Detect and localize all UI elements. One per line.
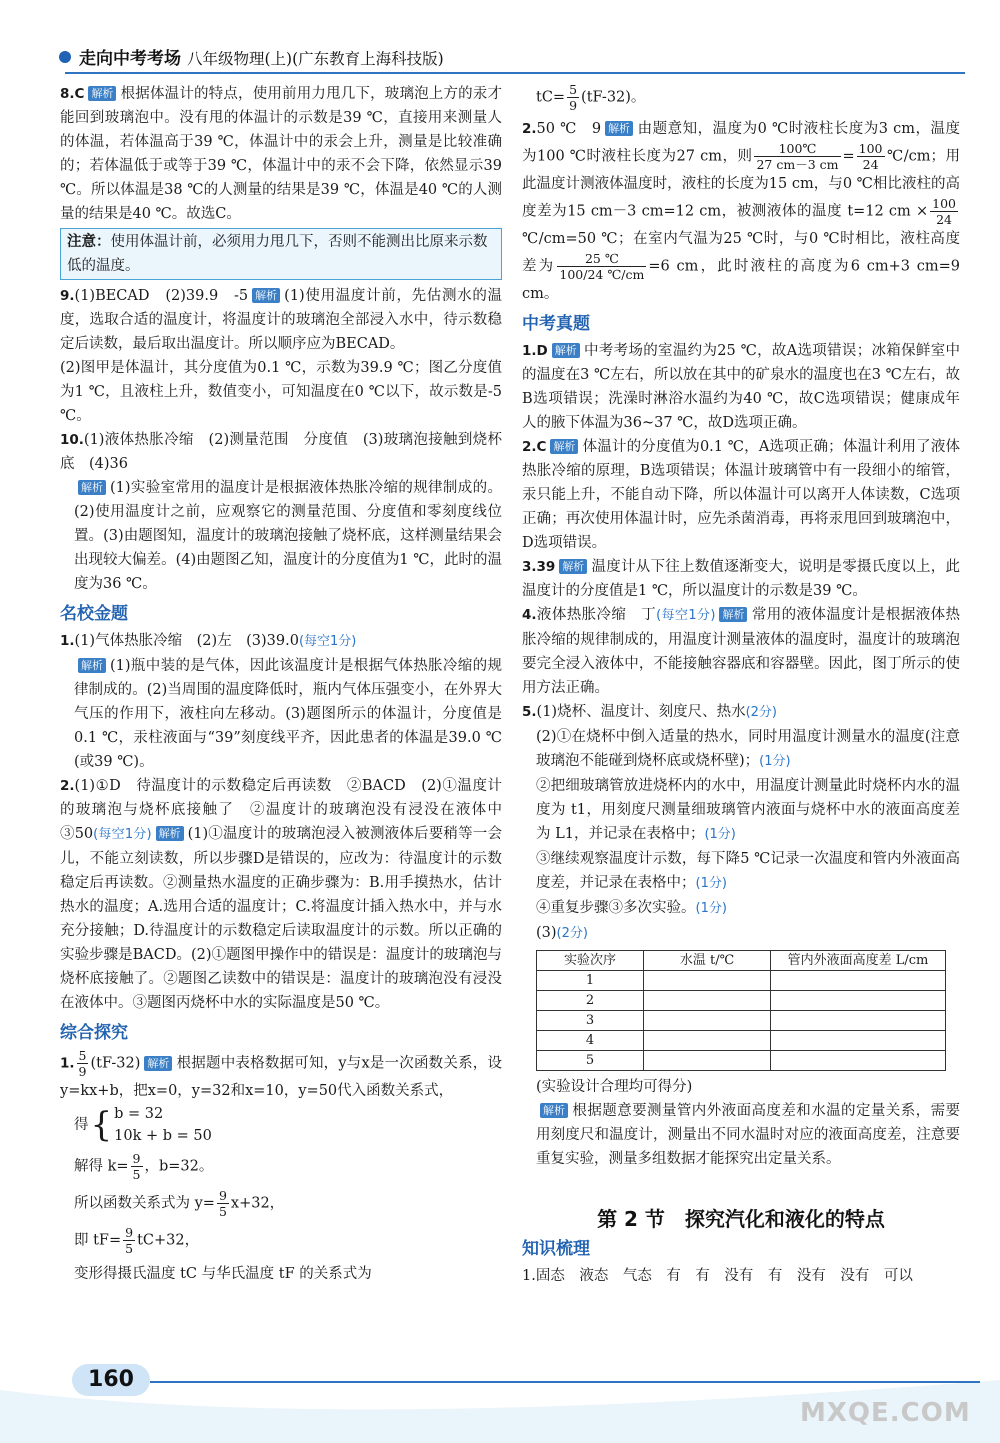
table-row [537,1011,946,1031]
answer-9 [60,284,502,356]
table-header-row [537,951,946,971]
table-cell [644,991,771,1011]
zk-5-step-b [522,774,960,847]
header-title [79,44,444,69]
analysis-tag: 解析 [719,607,747,622]
numerator: 100℃ [754,141,840,157]
answer-text: (1)①温度计的玻璃泡浸入被测液体后要稍等一会儿，不能立刻读数，所以步骤D是错误的，应改为：待温度计的示数稳定后再读数。②测量热水温度的正确步骤为：B.用手摸热水，估计热水的温度；A.选用合适的温度计；C.将温度计插入热水中，并与水充分接触；D.待温度计的示数稳定后读取温度计的示数。所以正确的实验步骤是BACD。(2)①题图甲操作中的错误是：温度计的玻璃泡与烧杯底接触了。②题图乙读数中的错误是：温度计的玻璃泡没有浸没在液体中。③题图丙烧杯中水的实际温度是50 ℃。 [60,826,503,1011]
text: x+32， [230,1195,285,1212]
table-header: 水温 t/℃ [644,951,771,971]
table-cell [771,971,946,991]
header-title-main: 走向中考考场 [79,49,181,69]
chapter-title: 第 2 节 探究汽化和液化的特点 [597,1207,885,1231]
answer-key: 液体热胀冷缩 丁 [536,607,657,623]
answer-number: 2. [522,121,537,137]
points: (1分) [695,876,727,891]
mx-analysis-1 [60,654,502,774]
answer-text: 由题意知，温度为0 ℃时液柱长度为3 cm，温度为100 ℃时液柱长度为27 cm，则 [522,121,960,165]
denominator: 5 [132,1167,141,1182]
zk-5-part3 [522,921,960,946]
answer-key: (tF-32) [90,1055,141,1072]
numerator: 5 [569,82,578,97]
answer-number: 1. [60,633,75,649]
ji-line [60,1225,502,1256]
page-header [45,40,965,76]
answer-text: (1)瓶中装的是气体，因此该温度计是根据气体热胀冷缩的规律制成的。(2)当周围的温度降低时，瓶内气体压强变小，在外界大气压的作用下，液柱向左移动。(3)题图所示的体温计，分度值是0.1 ℃，汞柱液面与“39”刻度线平齐，因此患者的体温是39.0 ℃(或39 ℃)。 [74,658,502,770]
answer-text: (2)①在烧杯中倒入适量的热水，同时用温度计测量水的温度(注意玻璃泡不能碰到烧杯底或烧杯壁)； [536,729,960,769]
zh-answer-1 [60,1048,502,1103]
equation-lead: 得 [74,1117,89,1133]
analysis-tag: 解析 [550,439,578,454]
answer-key: (1)①D 待温度计的示数稳定后再读数 ②BACD (2)①温度计的玻璃泡与烧杯底接触了 ②温度计的玻璃泡没有浸没在液体中 ③50 [60,778,517,842]
points: (每空1分) [298,634,357,649]
answer-text: 温度计从下往上数值逐渐变大，说明是零摄氏度以上，此温度计的分度值是1 ℃，所以温度计的示数是39 ℃。 [522,559,960,599]
answer-text: 中考考场的室温约为25 ℃，故A选项错误；冰箱保鲜室中的温度在3 ℃左右，所以放在其中的矿泉水的温度也在3 ℃左右，故B选项错误；洗澡时淋浴水温约为40 ℃，故C选项错误；健康成年人的腋下体温为36~37 ℃，故D选项正确。 [522,343,960,431]
numerator: 100 [858,141,883,156]
fraction [557,251,646,282]
answer-text: (1)实验室常用的温度计是根据液体热胀冷缩的规律制成的。(2)使用温度计之前，应观察它的测量范围、分度值和零刻度线位置。(3)由题图知，温度计的玻璃泡接触了烧杯底，这样测量结果会出现较大偏差。(4)由题图乙知，温度计的分度值为1 ℃，此时的温度为36 ℃。 [74,480,502,592]
note-label: 注意： [67,234,111,250]
answer-number: 1. [60,1055,75,1072]
text: tC+32， [137,1232,200,1249]
analysis-tag: 解析 [540,1103,568,1118]
table-cell [771,1011,946,1031]
denominator: 27 cm－3 cm [756,157,839,172]
table-cell: 5 [537,1051,644,1071]
answer-number: 10. [60,432,84,448]
note-text: 使用体温计前，必须用力甩几下，否则不能测出比原来示数低的温度。 [67,234,488,274]
numerator: 25 ℃ [557,251,646,267]
solve-line [60,1151,502,1182]
function-line [60,1188,502,1219]
answer-key: (1)气体热胀冷缩 (2)左 (3)39.0 [74,633,299,649]
table-note: (实验设计合理均可得分) [536,1079,693,1095]
fraction [754,141,840,172]
answer-text: ④重复步骤③多次实验。 [536,900,696,916]
answer-text: =6 cm，此时液柱的高度为6 cm+3 cm=9 cm。 [522,258,961,302]
table-cell: 4 [537,1031,644,1051]
section-heading: 名校金题 [60,604,128,624]
answer-text: 根据体温计的特点，使用前用力甩几下，玻璃泡上方的汞才能回到玻璃泡中。没有甩的体温计的示数是39 ℃，直接用来测量人的体温，若体温高于39 ℃，体温计中的汞会上升，测量是比较准确的；若体温低于或等于39 ℃，体温计中的汞不会下降，依然显示39 ℃。所以体温是38 ℃的人测量的结果是39 ℃，体温是40 ℃的人测量的结果是40 ℃。故选C。 [60,86,502,222]
table-row [537,1051,946,1071]
section-heading: 中考真题 [522,314,590,334]
table-cell [644,1051,771,1071]
fraction [123,1225,135,1256]
header-bullet-icon [59,51,71,63]
experiment-table [536,950,946,1071]
table-cell [644,971,771,991]
zk-answer-1 [522,339,960,435]
table-cell: 3 [537,1011,644,1031]
points: (2分) [745,705,777,720]
answer-text: 常用的液体温度计是根据液体热胀冷缩的规律制成的，用温度计测量液体的温度时，温度计的玻璃泡要完全浸入液体中，不能接触容器底和容器壁。因此，图丁所示的使用方法正确。 [522,607,961,696]
answer-text: 1.固态 液态 气态 有 有 没有 有 没有 没有 可以 [522,1268,913,1284]
header-rule [65,72,965,74]
denominator: 24 [862,157,879,172]
zh-answer-2 [522,117,960,306]
analysis-10 [60,476,502,596]
denominator: 9 [78,1064,87,1079]
table-header: 管内外液面高度差 L/cm [771,951,946,971]
points: (2分) [556,926,588,941]
table-cell [771,1031,946,1051]
text: tC= [536,89,566,106]
denominator: 5 [125,1241,134,1256]
table-cell: 1 [537,971,644,991]
numerator: 9 [132,1151,141,1166]
fraction [930,196,958,227]
zh-answer-1-cont [522,82,960,113]
watermark: MXQE.COM [800,1398,971,1428]
fraction [77,1048,89,1079]
denominator: 24 [936,212,953,227]
text: ℃/cm； [886,148,945,165]
header-subtitle: 八年级物理(上)(广东教育上海科技版) [187,50,444,68]
right-column [522,82,960,1288]
text: (tF-32)。 [581,89,646,106]
denominator: 100/24 ℃/cm [559,267,645,282]
answer-text: 体温计的分度值为0.1 ℃，A选项正确；体温计利用了液体热胀冷缩的原理，B选项错误；体温计玻璃管中有一段细小的缩管，汞只能上升，不能自动下降，所以体温计可以离开人体读数，C选项正确；再次使用体温计时，应先杀菌消毒，再将汞甩回到玻璃泡中，D选项错误。 [522,439,960,551]
note-box [60,228,502,280]
answer-number: 2. [60,778,75,794]
answer-number: 5. [522,704,537,720]
text: 所以函数关系式为 y= [74,1195,215,1212]
table-cell [644,1031,771,1051]
numerator: 100 [932,196,956,211]
section-heading: 知识梳理 [522,1239,590,1259]
zk-answer-5 [522,700,960,725]
analysis-tag: 解析 [605,121,633,136]
zk-answer-3 [522,555,960,603]
fraction [857,141,885,172]
section-heading: 综合探究 [60,1023,128,1043]
equation-line: 10k + b = 50 [114,1128,212,1144]
page-number: 160 [72,1364,150,1396]
text: 即 tF= [74,1232,122,1249]
answer-number: 8.C [60,86,85,102]
equation-system [60,1103,502,1147]
zk-5-step-a [522,725,960,774]
points: (1分) [759,754,791,769]
numerator: 9 [218,1188,227,1203]
analysis-tag: 解析 [252,288,280,303]
answer-text: 根据题中表格数据可知，y与x是一次函数关系，设y=kx+b，把x=0，y=32和x=10，y=50代入函数关系式， [60,1055,502,1099]
table-row [537,991,946,1011]
text: 解得 k= [74,1158,129,1175]
fraction [567,82,579,113]
points: (每空1分) [656,608,716,623]
fraction [217,1188,229,1219]
left-column [60,82,517,1286]
table-row [537,1031,946,1051]
zk-5-step-d [522,896,960,921]
mx-answer-2 [60,774,517,1015]
answer-text: 根据题意要测量管内外液面高度差和水温的定量关系，需要用刻度尺和温度计，测量出不同水温时对应的液面高度差，注意要重复实验，测量多组数据才能探究出定量关系。 [536,1103,960,1167]
table-cell [771,991,946,1011]
answer-number: 9. [60,288,75,304]
answer-key: (1)BECAD (2)39.9 -5 [74,288,249,304]
denominator: 5 [218,1204,227,1219]
answer-key: (1)烧杯、温度计、刻度尺、热水 [536,704,746,720]
answer-text: ③继续观察温度计示数，每下降5 ℃记录一次温度和管内外液面高度差，并记录在表格中； [536,851,960,891]
answer-text: 变形得摄氏温度 tC 与华氏温度 tF 的关系式为 [74,1266,372,1282]
fraction [131,1151,143,1182]
points: (1分) [704,827,736,842]
zk-analysis-5 [522,1099,960,1171]
answer-text: (1)使用温度计前，先估测水的温度，选取合适的温度计，将温度计的玻璃泡全部浸入水中，待示数稳定后读数，最后取出温度计。所以顺序应为BECAD。 [60,288,503,352]
analysis-tag: 解析 [78,480,106,495]
table-header: 实验次序 [537,951,644,971]
zk-5-step-c [522,847,960,896]
answer-text: ②把细玻璃管放进烧杯内的水中，用温度计测量此时烧杯内水的温度为 t1，用刻度尺测量细玻璃管内液面与烧杯中水的液面高度差为 L1，并记录在表格中； [536,778,960,842]
answer-key: 50 ℃ 9 [536,121,602,137]
answer-10 [60,428,502,476]
answer-number: 3.39 [522,559,556,575]
denominator: 9 [569,98,578,113]
text: = [842,148,855,165]
answer-text: ℃/cm=50 ℃；在室内气温为25 ℃时，与0 ℃时相比，液柱高度差为 [522,231,960,275]
answer-number: 1.D [522,343,548,359]
text: ，b=32。 [144,1158,214,1175]
points: (每空1分) [93,827,152,842]
brace-icon: { [90,1105,113,1145]
table-cell: 2 [537,991,644,1011]
answer-8 [60,82,502,226]
answer-key: (1)液体热胀冷缩 (2)测量范围 分度值 (3)玻璃泡接触到烧杯底 (4)36 [60,432,502,472]
mx-answer-1 [60,629,502,654]
analysis-tag: 解析 [156,826,184,841]
table-cell [644,1011,771,1031]
points: (1分) [695,901,727,916]
analysis-tag: 解析 [144,1056,172,1071]
zk-answer-4 [522,603,960,700]
analysis-tag: 解析 [559,559,587,574]
answer-text: (2)图甲是体温计，其分度值为0.1 ℃，示数为39.9 ℃；图乙分度值为1 ℃，且液柱上升，数值变小，可知温度在0 ℃以下，故示数是-5 ℃。 [60,360,502,424]
numerator: 9 [125,1225,134,1240]
answer-number: 2.C [522,439,547,455]
table-row [537,971,946,991]
equation-line: b = 32 [114,1106,164,1122]
answer-text: (3) [536,925,557,941]
numerator: 5 [78,1048,87,1063]
answer-text: 用此温度计测液体温度时，液柱的长度为15 cm，与0 ℃相比液柱的高度差为15 cm－3 cm=12 cm，被测液体的温度 t=12 cm × [522,148,961,220]
analysis-tag: 解析 [88,86,116,101]
answer-number: 4. [522,607,537,623]
analysis-tag: 解析 [552,343,580,358]
zk-answer-2 [522,435,960,555]
analysis-tag: 解析 [78,658,106,673]
table-cell [771,1051,946,1071]
